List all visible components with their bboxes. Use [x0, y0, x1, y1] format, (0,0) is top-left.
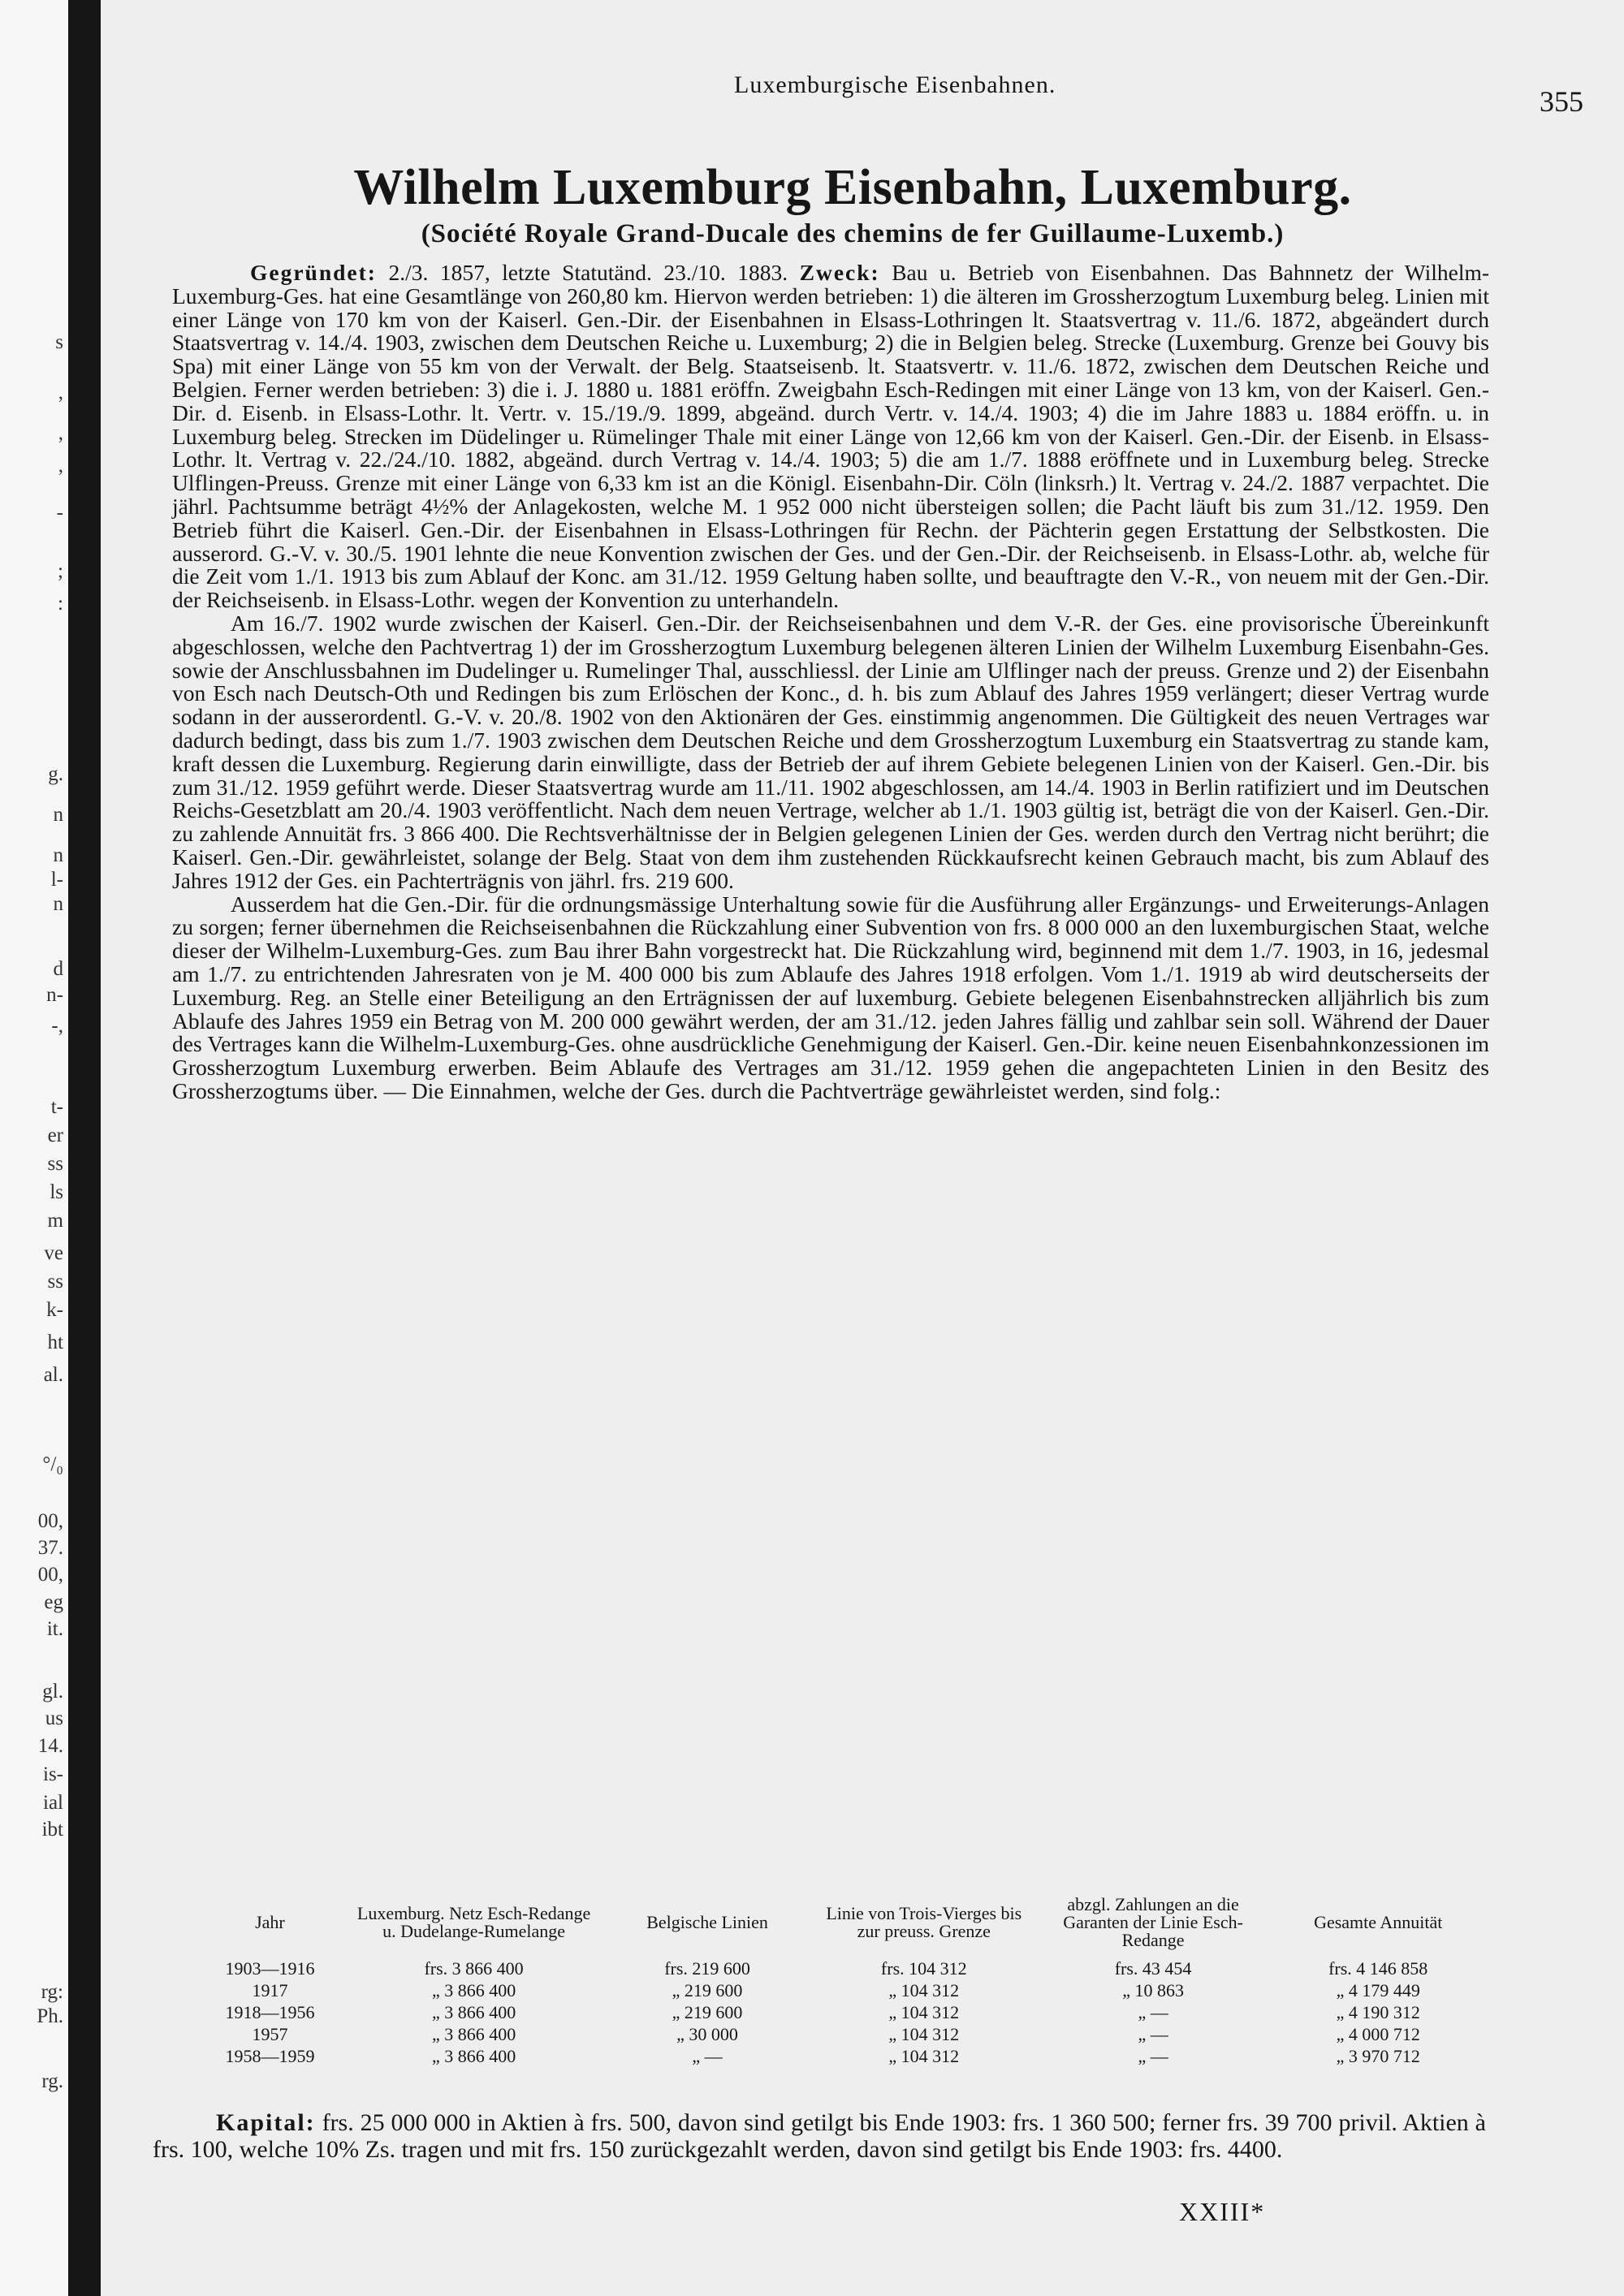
facing-page-fragment: gl.	[42, 1681, 63, 1703]
facing-page-fragment: rg:	[41, 1981, 63, 2003]
facing-page-fragment: 37.	[37, 1537, 63, 1559]
facing-page-fragment: ;	[58, 560, 63, 582]
facing-page-fragment: ,	[58, 382, 63, 404]
facing-page-fragment: ibt	[41, 1819, 63, 1841]
facing-page-fragment: ls	[50, 1181, 63, 1203]
cell-belgian: „ 219 600	[672, 1980, 743, 2000]
facing-page-fragment: ss	[47, 1153, 63, 1175]
cell-deductions: „ —	[1138, 2024, 1168, 2044]
cell-belgian: „ 30 000	[676, 2024, 738, 2044]
facing-page-fragment: g.	[48, 763, 63, 785]
table-row	[193, 1979, 1484, 2001]
capital-paragraph	[153, 2109, 1486, 2163]
cell-luxemburg: „ 3 866 400	[431, 1980, 516, 2000]
cell-total: frs. 4 146 858	[1328, 1958, 1428, 1979]
header-luxemburg-network: Luxemburg. Netz Esch-Redange u. Dudelange-Rumelange	[356, 1903, 591, 1941]
cell-belgian: „ 219 600	[672, 2002, 743, 2022]
facing-page-fragment: ss	[47, 1271, 63, 1293]
facing-page-fragment: ht	[47, 1331, 63, 1353]
facing-page-edge	[0, 0, 68, 2296]
header-total: Gesamte Annuität	[1314, 1912, 1443, 1932]
cell-year: 1957	[252, 2024, 288, 2044]
cell-trois-vierges: „ 104 312	[888, 1980, 960, 2000]
facing-page-fragment: °/₀	[42, 1453, 63, 1475]
cell-belgian: frs. 219 600	[664, 1958, 750, 1979]
facing-page-fragment: er	[47, 1124, 63, 1146]
purpose-label: Zweck:	[799, 260, 880, 285]
cell-deductions: „ —	[1138, 2046, 1168, 2066]
facing-page-fragment: n	[53, 844, 63, 866]
facing-page-fragment: 00,	[37, 1510, 63, 1532]
facing-page-fragment: 00,	[37, 1564, 63, 1586]
cell-trois-vierges: frs. 104 312	[880, 1958, 967, 1979]
paragraph-agreement: Am 16./7. 1902 wurde zwischen der Kaiserl. Gen.-Dir. der Reichseisenbahnen und dem V.-R. der Ges. eine provisorische Übereinkunft abgeschlossen, welche den Pachtvertrag 1) der im Grossherzogtum Luxemburg belegenen älteren Linien der Wilhelm Luxemburg Eisenbahn-Ges. sowie der Anschlussbahnen im Dudelinger u. Rumelinger Thal, ausschliessl. der Linie am Ulflinger nach der preuss. Grenze und 2) der Eisenbahn von Esch nach Deutsch-Oth und Redingen bis zum Erlöschen der Konc., d. h. bis zum Ablauf des Jahres 1959 verlängert; dieser Vertrag wurde sodann in der ausserordentl. G.-V. v. 20./8. 1902 von den Aktionären der Ges. einstimmig angenommen. Die Gültigkeit des neuen Vertrages war dadurch bedingt, dass bis zum 1./7. 1903 zwischen dem Deutschen Reiche und dem Grossherzogtum Luxemburg ein Staatsvertrag zu stande kam, kraft dessen die Luxemburg. Regierung darin einwilligte, dass der Betrieb der auf ihrem Gebiete belegenen Linien von der Kaiserl. Gen.-Dir. bis zum 31./12. 1959 geführt werde. Dieser Staatsvertrag wurde am 11./11. 1902 abgeschlossen, am 14./4. 1903 in Berlin ratifiziert und im Deutschen Reichs-Gesetzblatt am 20./4. 1903 veröffentlicht. Nach dem neuen Vertrage, welcher ab 1./1. 1903 gültig ist, beträgt die von der Kaiserl. Gen.-Dir. zu zahlende Annuität frs. 3 866 400. Die Rechtsverhältnisse der in Belgien gelegenen Linien der Ges. werden durch den Vertrag nicht berührt; die Kaiserl. Gen.-Dir. gewährleistet, solange der Belg. Staat von dem ihm zustehenden Rückkaufsrecht keinen Gebrauch macht, bis zum Ablauf des Jahres 1912 der Ges. ein Pachterträgnis von jährl. frs. 219 600.	[172, 610, 1489, 893]
table-row	[193, 1957, 1484, 1979]
facing-page-fragment: al.	[43, 1364, 63, 1386]
capital-section	[153, 2109, 1486, 2163]
company-subtitle: (Société Royale Grand-Ducale des chemins de fer Guillaume-Luxemb.)	[421, 219, 1285, 248]
facing-page-fragment: ,	[58, 455, 63, 477]
paragraph-obligations: Ausserdem hat die Gen.-Dir. für die ordnungsmässige Unterhaltung sowie für die Ausführung aller Ergänzungs- und Erweiterungs-Anlagen zu sorgen; ferner übernehmen die Reichseisenbahnen die Rückzahlung einer Subvention von frs. 8 000 000 an den luxemburgischen Staat, welche dieser der Wilhelm-Luxemburg-Ges. zum Bau ihrer Bahn vorgestreckt hat. Die Rückzahlung wird, beginnend mit dem 1./7. 1903, in 16, jedesmal am 1./7. zu entrichtenden Jahresraten von je M. 400 000 bis zum Ablaufe des Jahres 1918 erfolgen. Vom 1./1. 1919 ab wird deutscherseits der Luxemburg. Reg. an Stelle einer Beteiligung an den Erträgnissen der auf luxemburg. Gebiete belegenen Eisenbahnstrecken alljährlich bis zum Ablaufe des Jahres 1959 ein Betrag von M. 200 000 gewährt werden, der am 31./12. jeden Jahres fällig und zahlbar sein soll. Während der Dauer des Vertrages kann die Wilhelm-Luxemburg-Ges. ohne ausdrückliche Genehmigung der Kaiserl. Gen.-Dir. keine neuen Eisenbahnkonzessionen im Grossherzogtum Luxemburg erwerben. Beim Ablaufe des Vertrages am 31./12. 1959 gehen die angepachteten Linien in den Besitz des Grossherzogtums über. — Die Einnahmen, welche der Ges. durch die Pachtverträge gewährleistet werden, sind folg.:	[172, 891, 1489, 1103]
founded-text: 2./3. 1857, letzte Statutänd. 23./10. 1883.	[388, 260, 788, 285]
facing-page-fragment: 14.	[37, 1735, 63, 1757]
facing-page-fragment: t-	[50, 1096, 63, 1118]
header-deductions: abzgl. Zahlungen an die Garanten der Linie Esch-Redange	[1063, 1894, 1243, 1950]
facing-page-fragment: n-	[46, 984, 63, 1006]
table-row	[193, 2001, 1484, 2023]
capital-label: Kapital:	[216, 2109, 316, 2136]
facing-page-fragment: rg.	[41, 2070, 63, 2092]
table-row	[193, 2045, 1484, 2067]
facing-page-fragment: eg	[44, 1591, 63, 1613]
facing-page-fragment: m	[47, 1210, 63, 1232]
running-head: Luxemburgische Eisenbahnen.	[734, 71, 1056, 98]
capital-text: frs. 25 000 000 in Aktien à frs. 500, davon sind getilgt bis Ende 1903: frs. 1 360 500; ferner frs. 39 700 privil. Aktien à frs. 100, welche 10% Zs. tragen und mit frs. 150 zurückgezahlt werden, davon sind getilgt bis Ende 1903: frs. 4400.	[153, 2109, 1487, 2163]
facing-page-fragment: Ph.	[37, 2005, 63, 2027]
cell-year: 1903—1916	[225, 1958, 315, 1979]
cell-belgian: „ —	[692, 2046, 723, 2066]
founded-label: Gegründet:	[250, 260, 377, 285]
cell-luxemburg: „ 3 866 400	[431, 2002, 516, 2022]
paragraph-founding	[172, 261, 1489, 612]
facing-page-fragment: ial	[43, 1792, 63, 1814]
signature-mark: XXIII*	[1179, 2197, 1266, 2226]
facing-page-fragment: is-	[43, 1763, 63, 1785]
cell-trois-vierges: „ 104 312	[888, 2024, 960, 2044]
cell-luxemburg: frs. 3 866 400	[424, 1958, 524, 1979]
company-title: Wilhelm Luxemburg Eisenbahn, Luxemburg.	[353, 160, 1352, 215]
purpose-text: Bau u. Betrieb von Eisenbahnen. Das Bahnnetz der Wilhelm-Luxemburg-Ges. hat eine Gesamtlänge von 260,80 km. Hiervon werden betrieben: 1) die älteren im Grossherzogtum Luxemburg beleg. Linien mit einer Länge von 170 km von der Kaiserl. Gen.-Dir. der Eisenbahnen in Elsass-Lothringen lt. Staatsvertrag v. 11./6. 1872, abgeändert durch Staatsvertrag v. 14./4. 1903, zwischen dem Deutschen Reiche u. Luxemburg; 2) die in Belgien beleg. Strecke (Luxemburg. Grenze bei Gouvy bis Spa) mit einer Länge von 55 km von der Verwalt. der Belg. Staatseisenb. lt. Staatsvertr. v. 11./6. 1872, zwischen dem Deutschen Reiche und Belgien. Ferner werden betrieben: 3) die i. J. 1880 u. 1881 eröffn. Zweigbahn Esch-Redingen mit einer Länge von 13 km, von der Kaiserl. Gen.-Dir. d. Eisenb. in Elsass-Lothr. lt. Vertr. v. 15./19./9. 1899, abgeänd. durch Vertr. v. 14./4. 1903; 4) die im Jahre 1883 u. 1884 eröffn. u. in Luxemburg beleg. Strecken im Düdelinger u. Rümelinger Thale mit einer Länge von 12,66 km von der Kaiserl. Gen.-Dir. der Eisenb. in Elsass-Lothr. lt. Vertrag v. 22./24./10. 1882, abgeänd. durch Vertrag v. 14./4. 1903; 5) die am 1./7. 1888 eröffnete und in Luxemburg beleg. Strecke Ulflingen-Preuss. Grenze mit einer Länge von 6,33 km ist an die Königl. Eisenbahn-Dir. Cöln (linksrh.) lt. Vertrag v. 24./2. 1887 verpachtet. Die jährl. Pachtsumme beträgt 4½% der Anlagekosten, welche M. 1 952 000 nicht übersteigen sollen; die Pacht läuft bis zum 31./12. 1959. Den Betrieb führt die Kaiserl. Gen.-Dir. der Eisenbahnen in Elsass-Lothringen für Rechn. der Pächterin gegen Erstattung der Selbstkosten. Die ausserord. G.-V. v. 30./5. 1901 lehnte die neue Konvention zwischen der Ges. und der Gen.-Dir. der Reichseisenb. in Elsass-Lothr. ab, welche für die Zeit vom 1./1. 1913 bis zum Ablauf der Konc. am 31./12. 1959 Geltung haben sollte, und beauftragte den V.-R., von neuem mit der Gen.-Dir. der Reichseisenb. in Elsass-Lothr. wegen der Konvention zu unterhandeln.	[172, 260, 1490, 613]
cell-total: „ 4 179 449	[1336, 1980, 1420, 2000]
cell-deductions: „ —	[1138, 2002, 1168, 2022]
page-number: 355	[1540, 85, 1583, 118]
cell-year: 1958—1959	[225, 2046, 315, 2066]
annuity-table-body	[193, 1957, 1484, 2067]
facing-page-fragment: n	[53, 893, 63, 915]
header-year: Jahr	[255, 1912, 285, 1932]
cell-luxemburg: „ 3 866 400	[431, 2046, 516, 2066]
cell-trois-vierges: „ 104 312	[888, 2046, 960, 2066]
facing-page-fragment: us	[45, 1707, 63, 1729]
cell-year: 1918—1956	[225, 2002, 315, 2022]
cell-total: „ 4 000 712	[1336, 2024, 1420, 2044]
facing-page-fragment: ve	[44, 1242, 63, 1264]
cell-total: „ 4 190 312	[1336, 2002, 1420, 2022]
facing-page-fragment: it.	[46, 1618, 63, 1640]
book-gutter	[68, 0, 101, 2296]
facing-page-fragment: n	[53, 804, 63, 826]
facing-page-fragment: -	[56, 502, 63, 524]
annuity-table	[193, 1896, 1484, 2067]
cell-total: „ 3 970 712	[1336, 2046, 1420, 2066]
facing-page-fragment: d	[53, 958, 63, 980]
header-trois-vierges: Linie von Trois-Vierges bis zur preuss. Grenze	[826, 1903, 1022, 1941]
cell-deductions: frs. 43 454	[1114, 1958, 1192, 1979]
table-header-row	[193, 1896, 1484, 1957]
facing-page-fragment: -,	[51, 1015, 63, 1037]
cell-year: 1917	[252, 1980, 288, 2000]
table-row	[193, 2023, 1484, 2045]
facing-page-fragment: l-	[50, 869, 63, 891]
facing-page-fragment: ,	[58, 422, 63, 444]
facing-page-fragment: s	[55, 331, 63, 353]
cell-luxemburg: „ 3 866 400	[431, 2024, 516, 2044]
company-description	[172, 261, 1489, 1103]
facing-page-fragment: :	[58, 593, 63, 615]
facing-page-fragment: k-	[46, 1299, 63, 1321]
header-belgian-lines: Belgische Linien	[646, 1912, 768, 1932]
cell-deductions: „ 10 863	[1122, 1980, 1184, 2000]
cell-trois-vierges: „ 104 312	[888, 2002, 960, 2022]
